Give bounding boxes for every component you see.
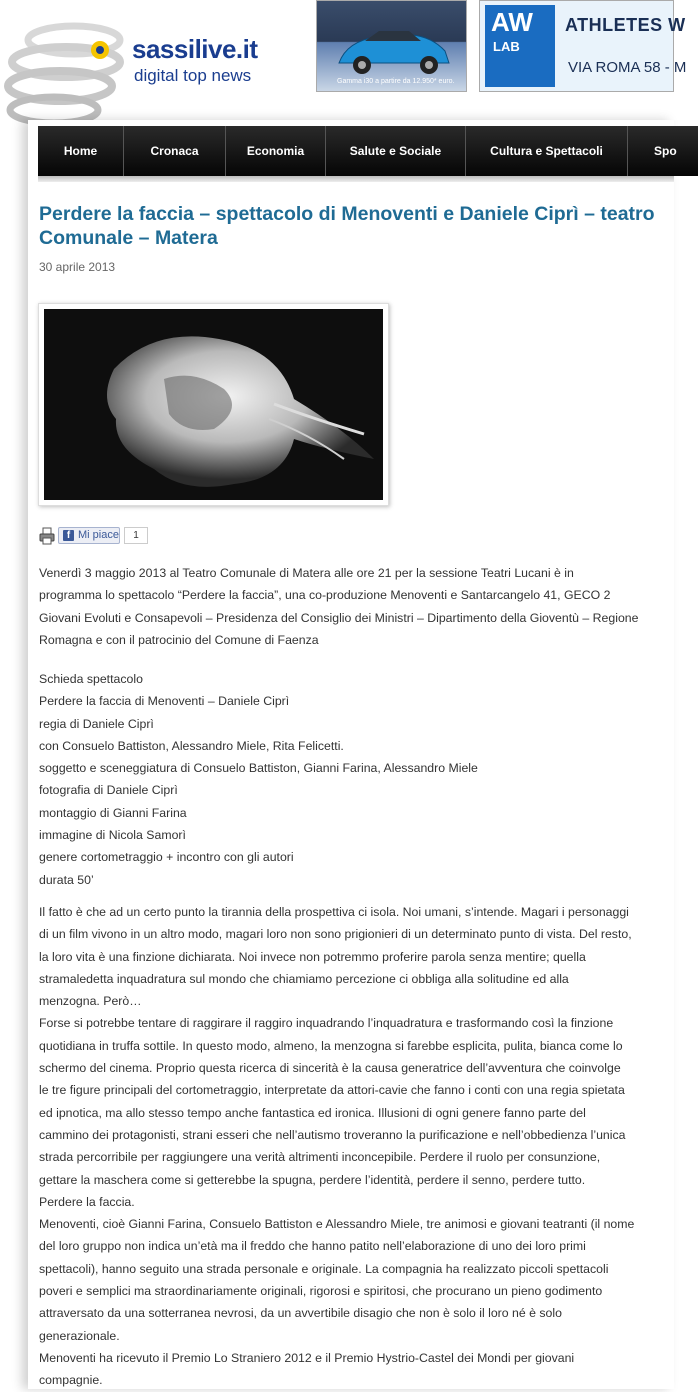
details-line: immagine di Nicola Samorì	[39, 828, 186, 843]
article-intro	[39, 562, 659, 651]
details-line: Schieda spettacolo	[39, 672, 143, 686]
body-line: generazionale.	[39, 1328, 120, 1343]
body-line: menzogna. Però…	[39, 994, 142, 1009]
body-line: Forse si potrebbe tentare di raggirare il raggiro inquadrando l’inquadratura e trasformando così la finzione	[39, 1016, 614, 1031]
body-line: Perdere la faccia.	[39, 1194, 135, 1209]
site-logo-name[interactable]: sassilive.it	[132, 34, 258, 64]
body-line: compagnie.	[39, 1373, 103, 1388]
details-line: con Consuelo Battiston, Alessandro Miele, Rita Felicetti.	[39, 738, 344, 753]
body-line: schermo del cinema. Proprio questa ricerca di sincerità è la causa generatrice dell’avventura che coinvolge	[39, 1061, 621, 1076]
body-line: le tre figure principali del cortometraggio, interpretate da attori-cavie che fanno i conti con una regia spietata	[39, 1083, 625, 1098]
show-details	[39, 668, 659, 891]
article-body	[39, 901, 659, 1392]
body-line: spettacoli), hanno seguito una strada personale e originale. La compagnia ha realizzato piccoli spettacoli	[39, 1261, 609, 1276]
print-icon[interactable]	[39, 527, 55, 545]
aw-logo-big: AW	[491, 7, 533, 37]
nav-item-sport[interactable]: Spo	[628, 126, 698, 176]
body-line: poveri e semplici ma straordinariamente originali, rigorosi e spiritosi, che procurano un pieno godimento	[39, 1284, 603, 1299]
ad-car-caption: Gamma i30 a partire da 12.950* euro.	[337, 78, 455, 85]
intro-line: programma lo spettacolo “Perdere la faccia”, una co-produzione Menoventi e Santarcangelo 41, GECO 2	[39, 588, 611, 603]
facebook-icon: f	[63, 530, 74, 541]
body-line: attraversato da una sotterranea nevrosi, da un avvertibile disagio che non è solo il loro né è solo	[39, 1306, 562, 1321]
body-line: ed ipnotica, ma allo stesso tempo anche fantastica ed ironica. Illusioni di ogni genere fanno parte del	[39, 1105, 586, 1120]
body-line: del loro gruppo non indica un’età ma il freddo che hanno patito nell’elaborazione di uno dei loro primi	[39, 1239, 586, 1254]
body-line: cammino dei protagonisti, strani esseri che nell’autismo troveranno la purificazione e nell’obbedienza l’unica	[39, 1127, 626, 1142]
aw-ad-title: ATHLETES W	[565, 15, 686, 35]
nav-item-salute-e-sociale[interactable]: Salute e Sociale	[326, 126, 466, 176]
aw-ad-address: VIA ROMA 58 - M	[568, 59, 687, 76]
nav-divider	[38, 176, 674, 182]
aw-logo-small: LAB	[493, 39, 520, 54]
banner-ad-aw-lab[interactable]	[479, 0, 687, 92]
details-line: durata 50’	[39, 872, 94, 887]
details-line: soggetto e sceneggiatura di Consuelo Battiston, Gianni Farina, Alessandro Miele	[39, 761, 478, 776]
site-header	[0, 0, 687, 125]
details-line: genere cortometraggio + incontro con gli autori	[39, 850, 294, 865]
nav-item-cronaca[interactable]: Cronaca	[124, 126, 226, 176]
sculpture-image-icon	[44, 309, 383, 500]
aw-lab-logo	[485, 5, 555, 87]
body-line: di un film vivono in un altro modo, magari loro non sono prigionieri di un determinato punto di vista. Del resto,	[39, 927, 632, 942]
site-logo-tagline: digital top news	[134, 66, 252, 85]
intro-line: Venerdì 3 maggio 2013 al Teatro Comunale di Matera alle ore 21 per la sessione Teatri Lucani è in	[39, 566, 574, 580]
details-line: montaggio di Gianni Farina	[39, 805, 187, 820]
intro-line: Giovani Evoluti e Consapevoli – Presidenza del Consiglio dei Ministri – Dipartimento della Gioventù – Regione	[39, 610, 639, 625]
nav-item-home[interactable]: Home	[38, 126, 124, 176]
body-line: Menoventi ha ricevuto il Premio Lo Straniero 2012 e il Premio Hystrio-Castel dei Mondi per giovani	[39, 1350, 575, 1365]
body-line: Menoventi, cioè Gianni Farina, Consuelo Battiston e Alessandro Miele, tre animosi e giovani teatranti (il nome	[39, 1217, 635, 1232]
body-line: gettare la maschera come si getterebbe la spugna, perdere l’identità, perdere il senno, perdere tutto.	[39, 1172, 586, 1187]
details-line: fotografia di Daniele Ciprì	[39, 783, 178, 798]
nav-item-economia[interactable]: Economia	[226, 126, 326, 176]
like-count: 1	[124, 527, 148, 544]
body-line: la loro vita è una finzione dichiarata. Noi invece non potremmo proferire parola senza mentire; quella	[39, 949, 586, 964]
article-title[interactable]: Perdere la faccia – spettacolo di Menoventi e Daniele Ciprì – teatro Comunale – Matera	[39, 203, 655, 249]
logo-swirl-icon	[4, 12, 144, 130]
body-line: stramaledetta inquadratura sul mondo che chiamiamo percezione ci obbliga alla solitudine ed alla	[39, 971, 569, 986]
details-line: Perdere la faccia di Menoventi – Daniele Ciprì	[39, 694, 290, 709]
body-line: strada percorribile per raggiungere una verità altrimenti inconcepibile. Perdere il ruolo per consunzione,	[39, 1150, 601, 1165]
article-date: 30 aprile 2013	[39, 260, 116, 274]
banner-ad-car[interactable]	[316, 0, 467, 92]
body-line: Il fatto è che ad un certo punto la tirannia della prospettiva ci isola. Noi umani, s’intende. Magari i personaggi	[39, 905, 629, 919]
nav-item-cultura-e-spettacoli[interactable]: Cultura e Spettacoli	[466, 126, 628, 176]
main-nav	[38, 126, 677, 176]
like-label: Mi piace	[78, 529, 119, 541]
body-line: quotidiana in truffa sottile. In questo modo, almeno, la menzogna si farebbe esplicita, pulita, bianca come lo	[39, 1038, 623, 1053]
details-line: regia di Daniele Ciprì	[39, 716, 154, 731]
article-image[interactable]	[44, 309, 383, 500]
intro-line: Romagna e con il patrocinio del Comune di Faenza	[39, 632, 319, 647]
article-image-frame	[38, 303, 389, 506]
facebook-like-button[interactable]	[58, 527, 120, 544]
